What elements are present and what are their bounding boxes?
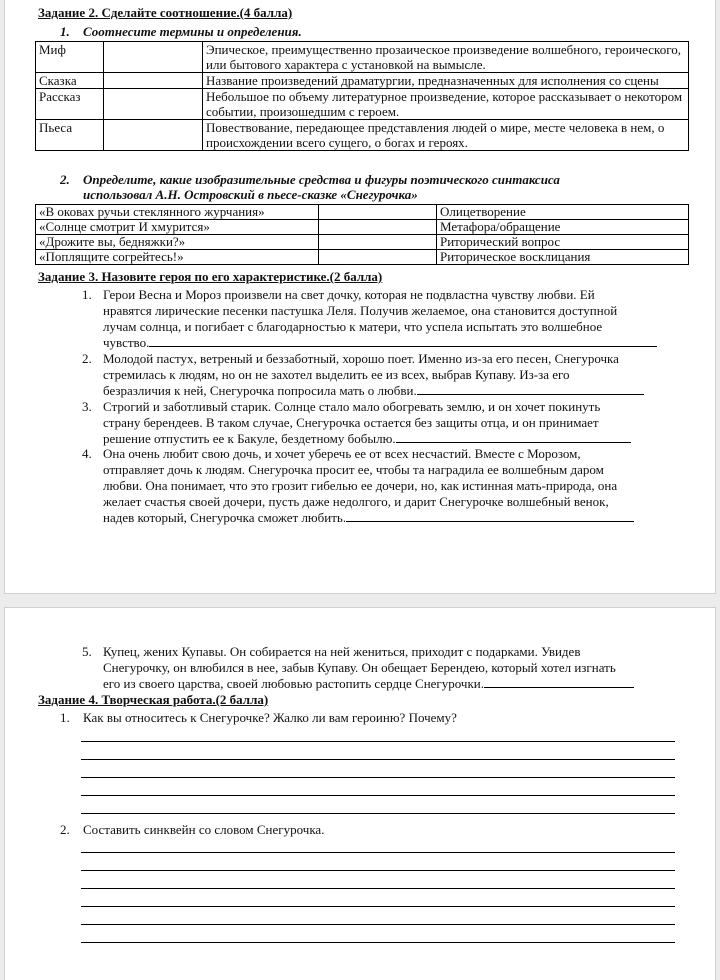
term-cell: Рассказ bbox=[36, 89, 104, 120]
answer-line[interactable] bbox=[81, 870, 675, 871]
device-cell: Метафора/обращение bbox=[437, 220, 689, 235]
item-line: страну берендеев. В таком случае, Снегурочка остается без защиты отца, и он принимает bbox=[103, 415, 599, 430]
item-line: решение отпустить ее к Бакуле, бездетному бобылю. bbox=[103, 431, 396, 446]
item-number: 2. bbox=[82, 351, 92, 366]
item-line: Герои Весна и Мороз произвели на свет дочку, которая не подвластна чувству любви. Ей bbox=[103, 287, 595, 302]
task2-part2-number: 2. bbox=[60, 172, 70, 187]
match-cell bbox=[104, 73, 203, 89]
answer-line[interactable] bbox=[81, 741, 675, 742]
item-number: 1. bbox=[82, 287, 92, 302]
item-line: нравятся лирические песенки пастушка Леля. Получив желаемое, она становится доступной bbox=[103, 303, 618, 318]
match-cell bbox=[319, 235, 437, 250]
quote-cell: «Дрожите вы, бедняжки?» bbox=[36, 235, 319, 250]
question-number: 2. bbox=[60, 822, 70, 837]
item-line: чувство. bbox=[103, 335, 150, 350]
item-line: безразличия к ней, Снегурочка попросила мать о любви. bbox=[103, 383, 417, 398]
task2-title: Задание 2. Сделайте соотношение.(4 балла) bbox=[38, 5, 293, 20]
task3-item-1 bbox=[103, 287, 657, 351]
table-row bbox=[36, 205, 689, 220]
quote-cell: «В оковах ручьи стеклянного журчания» bbox=[36, 205, 319, 220]
task4-question-2: Составить синквейн со словом Снегурочка. bbox=[83, 822, 325, 837]
devices-table bbox=[35, 204, 689, 265]
answer-blank[interactable] bbox=[346, 510, 634, 522]
task2-part1-title: Соотнесите термины и определения. bbox=[83, 24, 302, 39]
answer-blank[interactable] bbox=[417, 383, 644, 395]
definition-cell: Эпическое, преимущественно прозаическое произведение волшебного, героического, или бытового характера с установкой на вымысле. bbox=[203, 42, 689, 73]
answer-blank[interactable] bbox=[484, 676, 634, 688]
item-line: Молодой пастух, ветреный и беззаботный, хорошо поет. Именно из-за его песен, Снегурочка bbox=[103, 351, 619, 366]
answer-blank[interactable] bbox=[149, 335, 657, 347]
answer-line[interactable] bbox=[81, 888, 675, 889]
item-line: Купец, жених Купавы. Он собирается на ней жениться, приходит с подарками. Увидев bbox=[103, 644, 581, 659]
item-number: 3. bbox=[82, 399, 92, 414]
quote-cell: «Солнце смотрит И хмурится» bbox=[36, 220, 319, 235]
device-cell: Риторическое восклицания bbox=[437, 250, 689, 265]
definition-cell: Небольшое по объему литературное произведение, которое рассказывает о некотором событии, произошедшим с героем. bbox=[203, 89, 689, 120]
answer-line[interactable] bbox=[81, 942, 675, 943]
quote-cell: «Поплящите согрейтесь!» bbox=[36, 250, 319, 265]
answer-line[interactable] bbox=[81, 924, 675, 925]
answer-line[interactable] bbox=[81, 906, 675, 907]
item-line: отправляет дочь к людям. Снегурочка просит ее, чтобы та наградила ее волшебным даром bbox=[103, 462, 604, 477]
table-row bbox=[36, 250, 689, 265]
item-line: любви. Она понимает, что это грозит гибелью ее дочери, но, как истинная мать-природа, она bbox=[103, 478, 618, 493]
term-cell: Сказка bbox=[36, 73, 104, 89]
task2-part2-title-line1: Определите, какие изобразительные средства и фигуры поэтического синтаксиса bbox=[83, 172, 560, 187]
task2-part2-title-line2: использовал А.Н. Островский в пьесе-сказке «Снегурочка» bbox=[83, 187, 418, 202]
item-line: желает счастья своей дочери, пусть даже недолгого, и дарит Снегурочке волшебный венок, bbox=[103, 494, 609, 509]
task3-title: Задание 3. Назовите героя по его характеристике.(2 балла) bbox=[38, 269, 383, 284]
term-cell: Миф bbox=[36, 42, 104, 73]
item-line: стремилась к людям, но он не захотел выделить ее из всех, выбрав Купаву. Из-за его bbox=[103, 367, 570, 382]
item-line: лучам солнца, и погибает с благодарностью к матери, что успела испытать это волшебное bbox=[103, 319, 603, 334]
device-cell: Олицетворение bbox=[437, 205, 689, 220]
task2-part1-number: 1. bbox=[60, 24, 70, 39]
question-number: 1. bbox=[60, 710, 70, 725]
answer-line[interactable] bbox=[81, 777, 675, 778]
table-row bbox=[36, 220, 689, 235]
answer-blank[interactable] bbox=[396, 431, 631, 443]
answer-line[interactable] bbox=[81, 852, 675, 853]
answer-line[interactable] bbox=[81, 813, 675, 814]
table-row bbox=[36, 120, 689, 151]
match-cell bbox=[319, 205, 437, 220]
worksheet-page-2 bbox=[4, 607, 716, 980]
answer-line[interactable] bbox=[81, 759, 675, 760]
definition-cell: Повествование, передающее представления людей о мире, месте человека в нем, о происхождении всего сущего, о богах и героях. bbox=[203, 120, 689, 151]
task3-item-2 bbox=[103, 351, 644, 399]
table-row bbox=[36, 89, 689, 120]
item-number: 5. bbox=[82, 644, 92, 659]
match-cell bbox=[319, 220, 437, 235]
device-cell: Риторический вопрос bbox=[437, 235, 689, 250]
match-cell bbox=[104, 42, 203, 73]
item-line: его из своего царства, своей любовью растопить сердце Снегурочки. bbox=[103, 676, 484, 691]
item-line: Снегурочку, он влюбился в нее, забыв Купаву. Он обещает Берендею, который хотел изгнать bbox=[103, 660, 616, 675]
definition-cell: Название произведений драматургии, предназначенных для исполнения со сцены bbox=[203, 73, 689, 89]
table-row bbox=[36, 73, 689, 89]
task3-item-5 bbox=[103, 644, 634, 692]
task3-item-4 bbox=[103, 446, 634, 526]
task4-question-1: Как вы относитесь к Снегурочке? Жалко ли вам героиню? Почему? bbox=[83, 710, 457, 725]
item-line: Она очень любит свою дочь, и хочет уберечь ее от всех несчастий. Вместе с Морозом, bbox=[103, 446, 581, 461]
answer-line[interactable] bbox=[81, 795, 675, 796]
match-cell bbox=[104, 120, 203, 151]
table-row bbox=[36, 235, 689, 250]
item-line: Строгий и заботливый старик. Солнце стало мало обогревать землю, и он хочет покинуть bbox=[103, 399, 601, 414]
task4-title: Задание 4. Творческая работа.(2 балла) bbox=[38, 692, 269, 707]
task3-item-3 bbox=[103, 399, 631, 447]
worksheet-page-1 bbox=[4, 0, 716, 594]
match-cell bbox=[319, 250, 437, 265]
item-line: надев который, Снегурочка сможет любить. bbox=[103, 510, 347, 525]
match-cell bbox=[104, 89, 203, 120]
table-row bbox=[36, 42, 689, 73]
term-cell: Пьеса bbox=[36, 120, 104, 151]
item-number: 4. bbox=[82, 446, 92, 461]
terms-table bbox=[35, 41, 689, 151]
